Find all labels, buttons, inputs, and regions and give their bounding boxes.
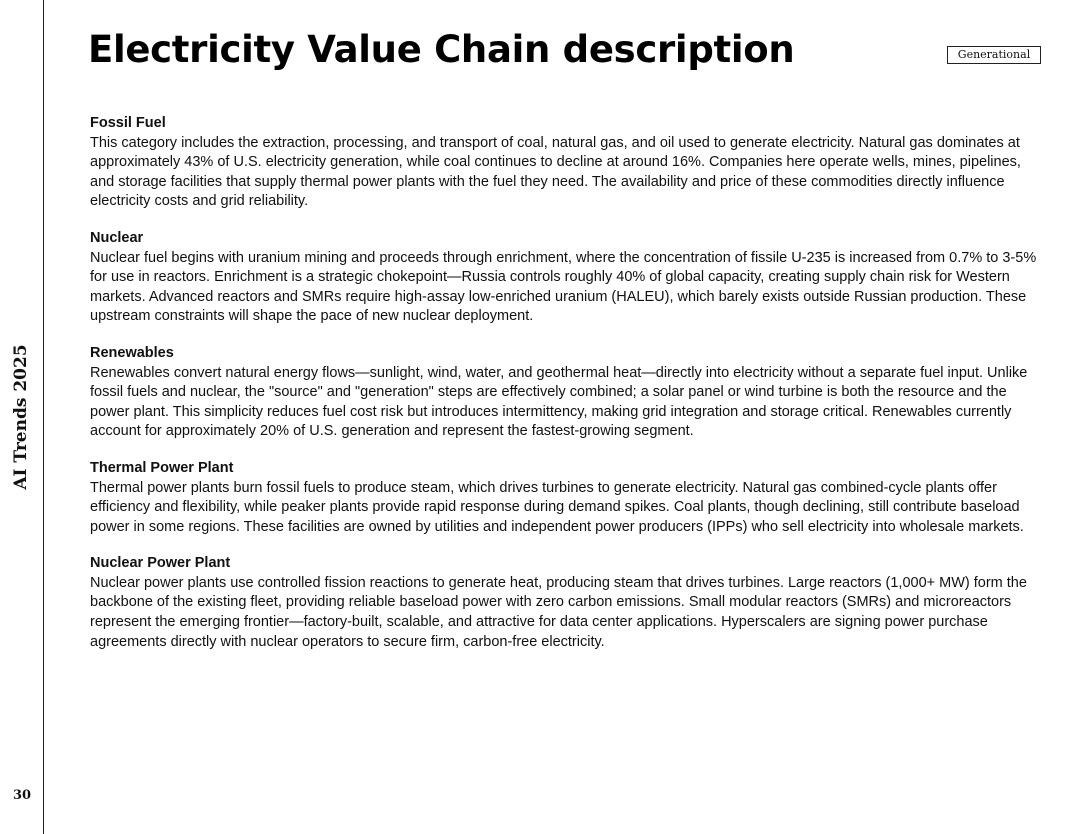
section-body: Nuclear fuel begins with uranium mining and proceeds through enrichment, where the concentration of fissile U-235 is increased from 0.7% to 3-5% for use in reactors. Enrichment is a strategic chokepoint—Russia controls roughly 40% of global capacity, creating supply chain risk for Western markets. Advanced reactors and SMRs require high-assay low-enriched uranium (HALEU), which barely exists outside Russian production. These upstream constraints will shape the pace of new nuclear deployment. [90,249,1037,325]
section-body: Thermal power plants burn fossil fuels to produce steam, which drives turbines to generate electricity. Natural gas combined-cycle plants offer efficiency and flexibility, while peaker plants provide rapid response during demand spikes. Coal plants, though declining, still contribute baseload power in some regions. These facilities are owned by utilities and independent power producers (IPPs) who sell electricity into wholesale markets. [90,479,1024,535]
section-heading: Fossil Fuel [90,115,166,131]
section-heading: Nuclear [90,229,144,246]
section-fossil-fuel [90,114,1038,212]
section-nuclear-power-plant [90,554,1038,652]
section-heading: Thermal Power Plant [90,459,234,476]
category-tag: Generational [947,46,1041,64]
sidebar-divider [43,0,44,834]
section-thermal-power-plant [90,459,1038,537]
section-body: This category includes the extraction, processing, and transport of coal, natural gas, and oil used to generate electricity. Natural gas dominates at approximately 43% of U.S. electricity generation, while coal continues to decline at around 16%. Companies here operate wells, mines, pipelines, and storage facilities that supply thermal power plants with the fuel they need. The availability and price of these commodities directly influence electricity costs and grid reliability. [90,134,1021,210]
section-body: Nuclear power plants use controlled fission reactions to generate heat, producing steam that drives turbines. Large reactors (1,000+ MW) form the backbone of the existing fleet, providing reliable baseload power with zero carbon emissions. Small modular reactors (SMRs) and microreactors represent the emerging frontier—factory-built, scalable, and attractive for data center applications. Hyperscalers are signing power purchase agreements directly with nuclear operators to secure firm, carbon-free electricity. [90,574,1027,650]
page-title: Electricity Value Chain description [88,28,795,71]
section-nuclear [90,229,1038,327]
page-number: 30 [12,788,32,803]
section-heading: Nuclear Power Plant [90,555,231,572]
section-renewables [90,344,1038,442]
side-label: AI Trends 2025 [11,344,31,490]
content-area [90,114,1038,669]
section-body: Renewables convert natural energy flows—sunlight, wind, water, and geothermal heat—directly into electricity without a separate fuel input. Unlike fossil fuels and nuclear, the "source" and "generation" steps are effectively combined; a solar panel or wind turbine is both the resource and the power plant. This simplicity reduces fuel cost risk but introduces intermittency, making grid integration and storage critical. Renewables currently account for approximately 20% of U.S. generation and represent the fastest-growing segment. [90,364,1028,440]
section-heading: Renewables [90,344,174,361]
